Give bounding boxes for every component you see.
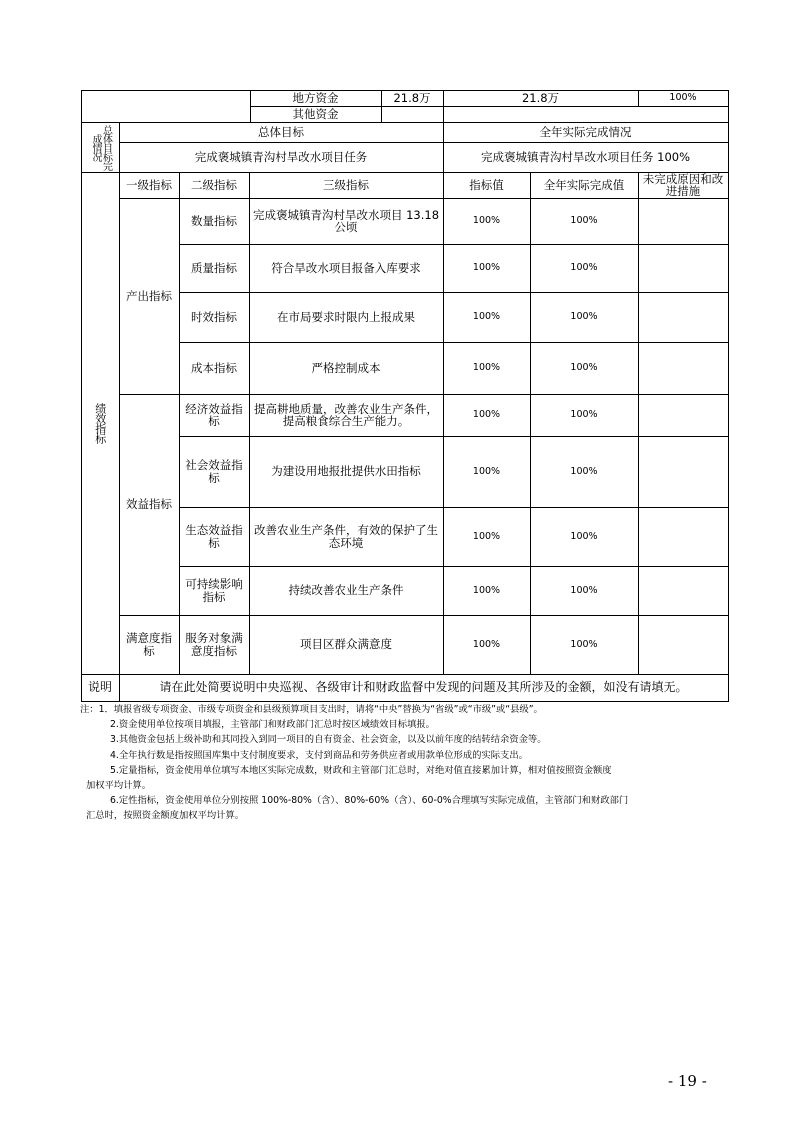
row-level2: 社会效益指标	[185, 458, 243, 485]
row-value: 100%	[472, 465, 501, 477]
footnote-line: 2.资金使用单位按项目填报，主管部门和财政部门汇总时按区域绩效目标填报。	[110, 719, 435, 731]
funding-actual-other	[443, 106, 638, 122]
row-reason	[638, 292, 728, 342]
row-reason	[638, 615, 728, 674]
row-reason	[638, 342, 728, 394]
row-level3: 严格控制成本	[311, 360, 381, 375]
funding-budget-local: 21.8万	[393, 90, 431, 105]
header-level3: 三级指标	[323, 177, 369, 192]
funding-rate-local: 100%	[669, 92, 697, 104]
row-actual: 100%	[570, 262, 598, 274]
overall-target-text: 完成褒城镇青沟村旱改水项目任务	[194, 149, 368, 164]
group-benefit-label: 效益指标	[126, 497, 172, 512]
row-reason	[638, 394, 728, 436]
footnote-line: 3.其他资金包括上级补助和其同投入到同一项目的自有资金、社会资金，以及以前年度的结转结余资金等。	[110, 734, 547, 746]
explanation-text: 请在此处简要说明中央巡视、各级审计和财政监督中发现的问题及其所涉及的金额，如没有请填无。	[159, 680, 688, 695]
footnote-line: 注：1．填报省级专项资金、市级专项资金和县级预算项目支出时，请将“中央”替换为“省级”或“市级”或“县级”。	[80, 704, 543, 715]
funding-actual-local: 21.8万	[521, 90, 560, 105]
footnote-line: 加权平均计算。	[86, 780, 152, 792]
row-reason	[638, 566, 728, 615]
row-reason	[638, 436, 728, 507]
funding-budget-other	[381, 106, 443, 122]
row-level3: 项目区群众满意度	[300, 637, 392, 652]
indicators-section-label: 绩效指标	[93, 403, 107, 443]
group-satisfaction-label: 满意度指标	[126, 631, 172, 658]
row-value: 100%	[472, 215, 501, 227]
row-level3: 符合旱改水项目报备入库要求	[271, 260, 421, 275]
row-level2: 数量指标	[191, 213, 237, 228]
overall-section-label: 总体目标完成情况	[90, 124, 112, 170]
group-output-label: 产出指标	[126, 288, 172, 303]
row-value: 100%	[472, 311, 501, 323]
row-level2: 服务对象满意度指标	[185, 631, 243, 658]
footnote-line: 4.全年执行数是指按照国库集中支付制度要求，支付到商品和劳务供应者或用款单位形成的实际支出。	[110, 749, 528, 761]
row-actual: 100%	[570, 362, 598, 374]
row-reason	[638, 198, 728, 244]
row-value: 100%	[472, 262, 501, 274]
row-value: 100%	[472, 530, 501, 542]
row-actual: 100%	[570, 409, 598, 421]
row-actual: 100%	[570, 530, 598, 542]
row-level3: 为建设用地报批提供水田指标	[271, 464, 421, 479]
page-number: - 19 -	[668, 1072, 707, 1090]
footnote-line: 5.定量指标，资金使用单位填写本地区实际完成数，财政和主管部门汇总时，对绝对值直接累加计算，相对值按照资金额度	[110, 764, 612, 776]
overall-target-header: 总体目标	[258, 124, 304, 139]
explanation-label: 说明	[87, 680, 112, 695]
row-level2: 经济效益指标	[185, 401, 243, 428]
row-value: 100%	[472, 638, 501, 650]
row-level2: 生态效益指标	[185, 523, 243, 550]
funding-rate-other	[638, 106, 728, 122]
row-actual: 100%	[570, 465, 598, 477]
table-rule-vertical	[728, 90, 729, 702]
row-reason	[638, 507, 728, 566]
funding-label-local: 地方资金	[292, 90, 339, 105]
header-level2: 二级指标	[191, 177, 237, 192]
overall-actual-text: 完成褒城镇青沟村旱改水项目任务 100%	[480, 149, 691, 164]
row-value: 100%	[472, 584, 501, 596]
footnotes	[80, 702, 736, 824]
row-value: 100%	[472, 362, 501, 374]
header-reason: 未完成原因和改进措施	[642, 172, 724, 198]
footnote-line: 6.定性指标，资金使用单位分别按照 100%-80%（含）、80%-60%（含）、60-0%合理填写实际完成值，主管部门和财政部门	[110, 795, 629, 807]
row-level2: 可持续影响指标	[185, 577, 243, 604]
row-level2: 时效指标	[191, 309, 237, 324]
row-level3: 改善农业生产条件，有效的保护了生态环境	[254, 523, 438, 550]
header-level1: 一级指标	[126, 177, 172, 192]
footnote-line: 汇总时，按照资金额度加权平均计算。	[86, 810, 245, 822]
row-level2: 成本指标	[191, 360, 237, 375]
row-level3: 提高耕地质量，改善农业生产条件，提高粮食综合生产能力。	[254, 401, 438, 428]
header-value: 指标值	[469, 177, 504, 192]
funding-label-other: 其他资金	[292, 106, 339, 121]
overall-actual-header: 全年实际完成情况	[539, 124, 632, 139]
row-level3: 完成褒城镇青沟村旱改水项目 13.18公顷	[252, 207, 440, 234]
row-actual: 100%	[570, 311, 598, 323]
row-level3: 持续改善农业生产条件	[288, 583, 404, 598]
row-actual: 100%	[570, 215, 598, 227]
row-value: 100%	[472, 409, 501, 421]
row-actual: 100%	[570, 584, 598, 596]
header-actual: 全年实际完成值	[543, 177, 625, 192]
row-reason	[638, 244, 728, 292]
row-level2: 质量指标	[191, 260, 237, 275]
row-level3: 在市局要求时限内上报成果	[277, 309, 415, 324]
row-actual: 100%	[570, 638, 598, 650]
